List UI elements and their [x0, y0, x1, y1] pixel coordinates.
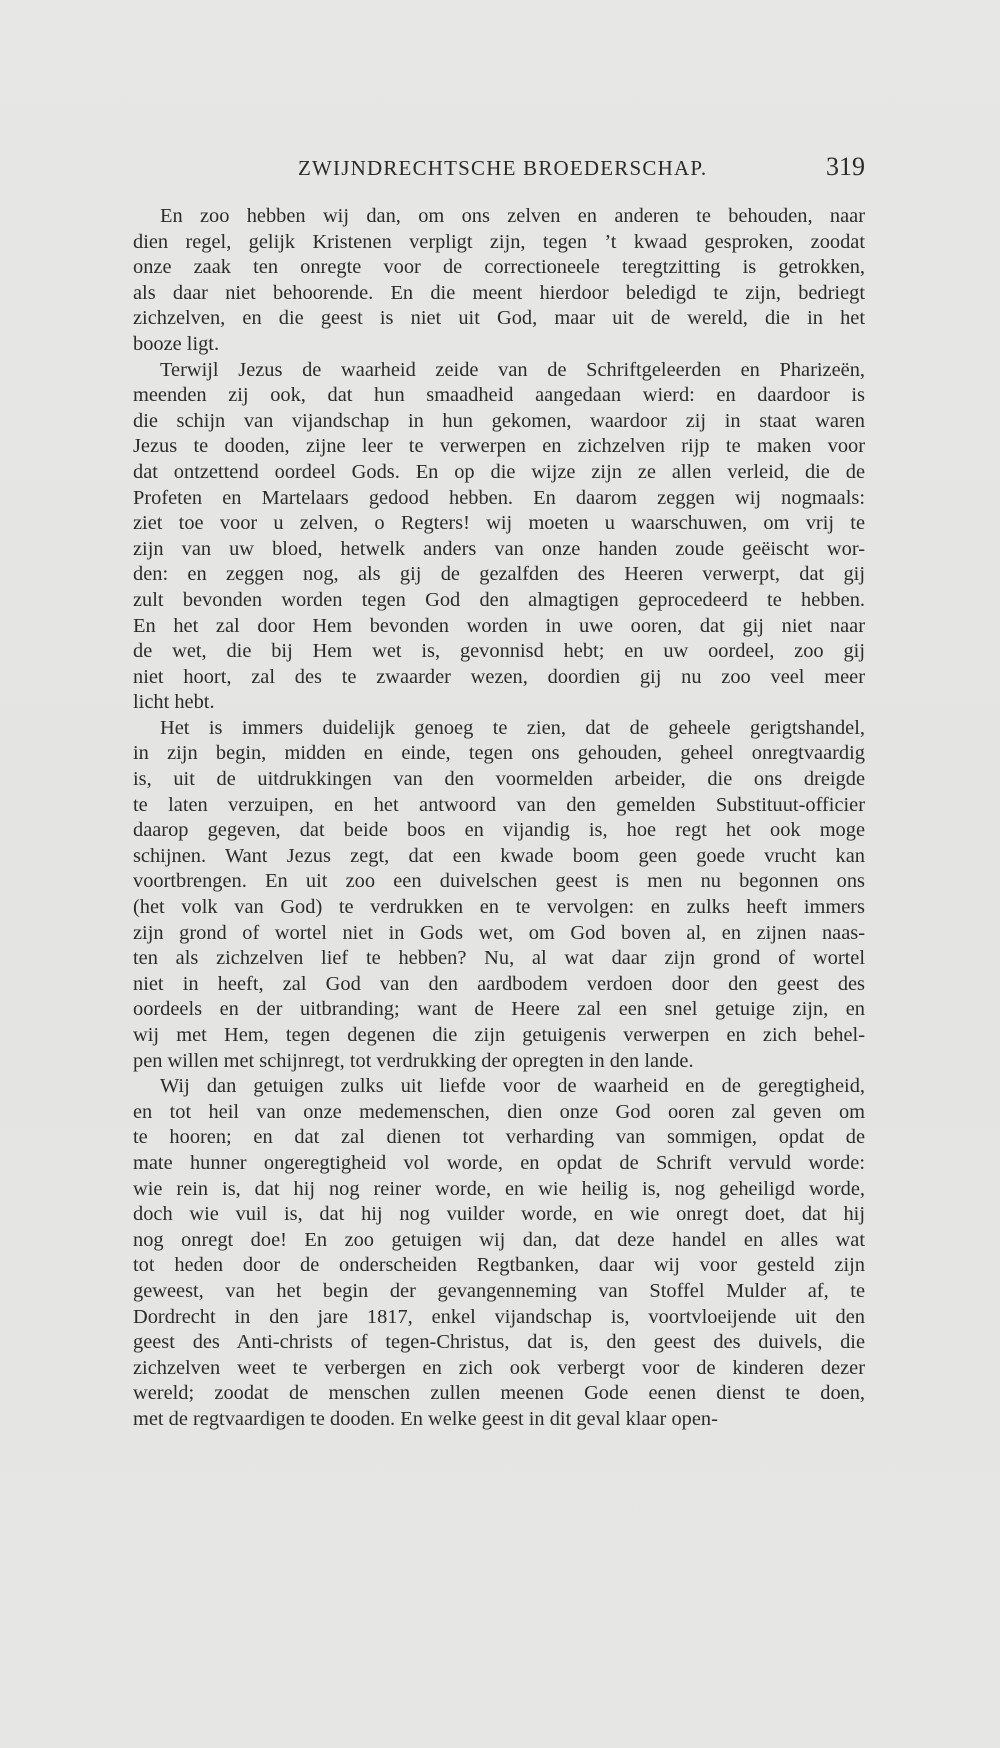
text-line: mate hunner ongeregtigheid vol worde, en opdat de Schrift vervuld worde:: [133, 1151, 865, 1174]
text-line: de wet, die bij Hem wet is, gevonnisd hebt; en uw oordeel, zoo gij: [133, 640, 865, 663]
text-line: zichzelven weet te verbergen en zich ook verbergt voor de kinderen dezer: [133, 1356, 865, 1379]
text-line: geweest, van het begin der gevangenneming van Stoffel Mulder af, te: [133, 1279, 865, 1302]
text-line: Profeten en Martelaars gedood hebben. En daarom zeggen wij nogmaals:: [133, 486, 865, 509]
text-line: onze zaak ten onregte voor de correctioneele teregtzitting is getrokken,: [133, 256, 865, 279]
text-line: als daar niet behoorende. En die meent hierdoor beledigd te zijn, bedriegt: [133, 281, 865, 304]
text-line: die schijn van vijandschap in hun gekomen, waardoor zij in staat waren: [133, 409, 865, 432]
text-line: wij met Hem, tegen degenen die zijn getuigenis verwerpen en zich behel-: [133, 1024, 865, 1046]
text-line: ten als zichzelven lief te hebben? Nu, al wat daar zijn grond of wortel: [133, 947, 865, 970]
text-line: ziet toe voor u zelven, o Regters! wij moeten u waarschuwen, om vrij te: [133, 512, 865, 535]
text-line: te laten verzuipen, en het antwoord van den gemelden Substituut-officier: [133, 793, 865, 816]
paragraph: [133, 204, 865, 358]
text-line: nog onregt doe! En zoo getuigen wij dan, dat deze handel en alles wat: [133, 1228, 865, 1251]
text-line: Dordrecht in den jare 1817, enkel vijandschap is, voortvloeijende uit den: [133, 1305, 865, 1328]
text-line: pen willen met schijnregt, tot verdrukking der opregten in den lande.: [133, 1049, 694, 1072]
text-line: Het is immers duidelijk genoeg te zien, dat de geheele gerigtshandel,: [160, 716, 865, 739]
text-line: te hooren; en dat zal dienen tot verharding van sommigen, opdat de: [133, 1126, 865, 1149]
text-line: geest des Anti-christs of tegen-Christus, dat is, den geest des duivels, die: [133, 1331, 865, 1354]
text-line: dien regel, gelijk Kristenen verpligt zijn, tegen ’t kwaad gesproken, zoodat: [133, 230, 865, 253]
text-line: dat ontzettend oordeel Gods. En op die wijze zijn ze allen verleid, die de: [133, 460, 865, 483]
text-line: zijn grond of wortel niet in Gods wet, om God boven al, en zijnen naas-: [133, 921, 865, 944]
text-line: voortbrengen. En uit zoo een duivelschen geest is men nu begonnen ons: [133, 870, 865, 893]
text-line: En het zal door Hem bevonden worden in uwe ooren, dat gij niet naar: [133, 614, 865, 637]
text-line: licht hebt.: [133, 691, 215, 714]
text-line: wie rein is, dat hij nog reiner worde, en wie heilig is, nog geheiligd worde,: [133, 1177, 865, 1200]
text-line: is, uit de uitdrukkingen van den voormelden arbeider, die ons dreigde: [133, 768, 865, 791]
text-line: oordeels en der uitbranding; want de Heere zal een snel getuige zijn, en: [133, 998, 865, 1021]
text-line: zijn van uw bloed, hetwelk anders van onze handen zoude geëischt wor-: [133, 537, 865, 560]
paragraph: [133, 716, 865, 1074]
text-line: niet in heeft, zal God van den aardbodem verdoen door den geest des: [133, 972, 865, 995]
text-line: niet hoort, zal des te zwaarder wezen, doordien gij nu zoo veel meer: [133, 665, 865, 688]
body-text: [133, 204, 865, 1433]
text-line: met de regtvaardigen te dooden. En welke geest in dit geval klaar open-: [133, 1407, 718, 1430]
text-line: en tot heil van onze medemenschen, dien onze God ooren zal geven om: [133, 1100, 865, 1123]
text-line: (het volk van God) te verdrukken en te vervolgen: en zulks heeft immers: [133, 896, 865, 919]
text-line: schijnen. Want Jezus zegt, dat een kwade boom geen goede vrucht kan: [133, 844, 865, 867]
text-line: wereld; zoodat de menschen zullen meenen Gode eenen dienst te doen,: [133, 1382, 865, 1405]
page-header: [133, 152, 865, 188]
page-number: 319: [826, 152, 865, 181]
text-line: in zijn begin, midden en einde, tegen ons gehouden, geheel onregtvaardig: [133, 742, 865, 765]
paragraph: [133, 358, 865, 716]
text-line: En zoo hebben wij dan, om ons zelven en anderen te behouden, naar: [160, 205, 865, 227]
paragraph: [133, 1074, 865, 1432]
text-line: Terwijl Jezus de waarheid zeide van de Schriftgeleerden en Pharizeën,: [160, 358, 865, 381]
text-line: zult bevonden worden tegen God den almagtigen geprocedeerd te hebben.: [133, 588, 865, 611]
text-line: booze ligt.: [133, 332, 220, 355]
text-line: zichzelven, en die geest is niet uit God, maar uit de wereld, die in het: [133, 307, 865, 330]
text-line: Jezus te dooden, zijne leer te verwerpen en zichzelven rijp te maken voor: [133, 435, 865, 458]
text-line: doch wie vuil is, dat hij nog vuilder worde, en wie onregt doet, dat hij: [133, 1203, 865, 1226]
text-line: Wij dan getuigen zulks uit liefde voor de waarheid en de geregtigheid,: [160, 1075, 865, 1098]
text-line: daarop gegeven, dat beide boos en vijandig is, hoe regt het ook moge: [133, 819, 865, 842]
text-line: den: en zeggen nog, als gij de gezalfden des Heeren verwerpt, dat gij: [133, 563, 865, 586]
text-line: tot heden door de onderscheiden Regtbanken, daar wij voor gesteld zijn: [133, 1254, 865, 1277]
running-title: ZWIJNDRECHTSCHE BROEDERSCHAP.: [298, 156, 708, 180]
text-line: meenden zij ook, dat hun smaadheid aangedaan wierd: en daardoor is: [133, 384, 865, 407]
